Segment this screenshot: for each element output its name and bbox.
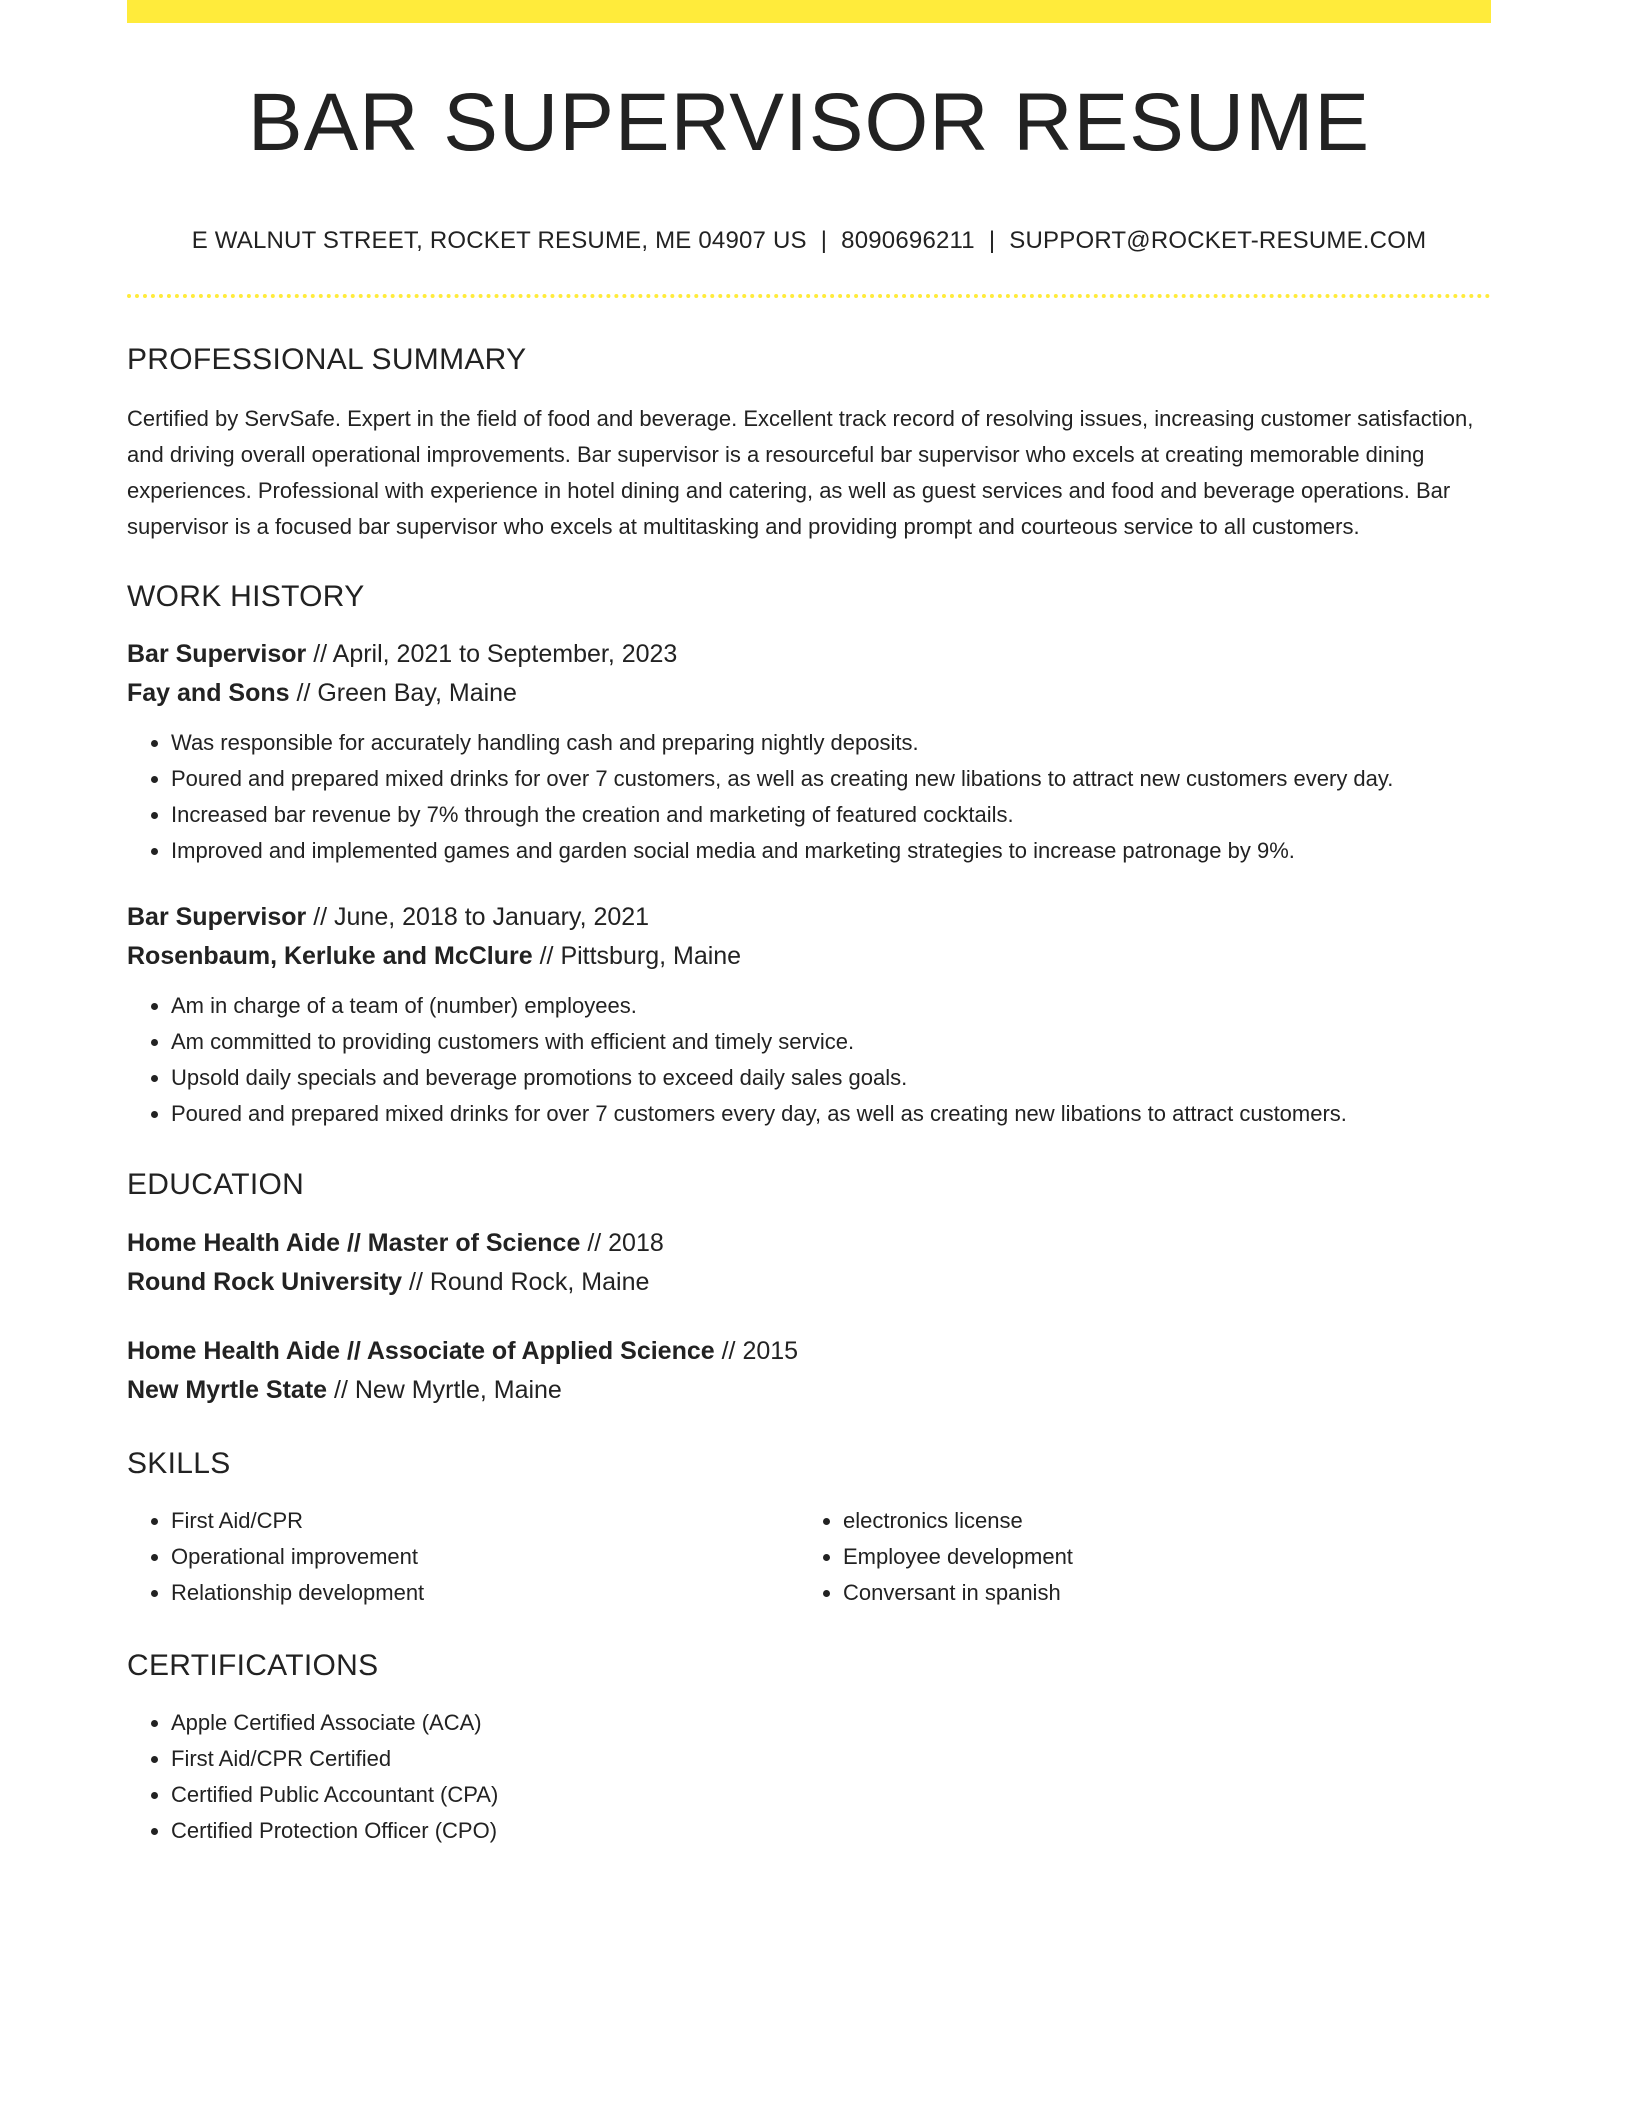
job-employer: Fay and Sons: [127, 679, 290, 707]
job-bullets: [127, 725, 1491, 869]
job-employer: Rosenbaum, Kerluke and McClure: [127, 942, 533, 970]
education-school: New Myrtle State: [127, 1376, 328, 1404]
contact-phone: 8090696211: [841, 227, 975, 254]
header-divider: [127, 294, 1491, 298]
certifications-heading: CERTIFICATIONS: [127, 1649, 379, 1682]
education-year: // 2018: [580, 1229, 664, 1257]
top-accent-bar: [127, 0, 1491, 23]
job-employer-line: [127, 937, 1491, 976]
skill-item: • Operational improvement: [171, 1539, 799, 1575]
education-location: // New Myrtle, Maine: [327, 1376, 562, 1404]
education-entry: [127, 1332, 1491, 1410]
job-title: Bar Supervisor: [127, 640, 307, 668]
job-bullet: • Poured and prepared mixed drinks for over 7 customers every day, as well as creating new libations to attract customers.: [171, 1096, 1491, 1132]
education-degree-line: [127, 1332, 1491, 1371]
skills-column-left: [127, 1503, 799, 1611]
job-bullet: • Was responsible for accurately handling cash and preparing nightly deposits.: [171, 725, 1491, 761]
skill-item: • Employee development: [843, 1539, 1471, 1575]
job-title-line: [127, 635, 1491, 674]
contact-email: SUPPORT@ROCKET-RESUME.COM: [1009, 227, 1427, 254]
job-employer-line: [127, 674, 1491, 713]
contact-separator: |: [820, 227, 828, 254]
education-degree-line: [127, 1224, 1491, 1263]
education-degree: Home Health Aide // Associate of Applied Science: [127, 1337, 715, 1365]
job-title: Bar Supervisor: [127, 903, 307, 931]
education-degree: Home Health Aide // Master of Science: [127, 1229, 581, 1257]
work-history-heading: WORK HISTORY: [127, 580, 365, 613]
skill-item: • Relationship development: [171, 1575, 799, 1611]
summary-text: Certified by ServSafe. Expert in the field of food and beverage. Excellent track record of resolving issues, increasing customer satisfaction, and driving overall operational improvements. Bar supervisor is a resourceful bar supervisor who excels at creating memorable dining experiences. Professional with experience in hotel dining and catering, as well as guest services and food and beverage operations. Bar supervisor is a focused bar supervisor who excels at multitasking and providing prompt and courteous service to all customers.: [127, 406, 1474, 539]
education-school-line: [127, 1371, 1491, 1410]
skills-column-right: [799, 1503, 1471, 1611]
skill-item: • electronics license: [843, 1503, 1471, 1539]
skill-item: • First Aid/CPR: [171, 1503, 799, 1539]
certification-item: • Apple Certified Associate (ACA): [171, 1705, 1491, 1741]
job-title-line: [127, 898, 1491, 937]
education-heading: EDUCATION: [127, 1168, 305, 1201]
job-bullets: [127, 988, 1491, 1132]
certification-item: • Certified Public Accountant (CPA): [171, 1777, 1491, 1813]
contact-separator: |: [988, 227, 996, 254]
job-bullet: • Am committed to providing customers with efficient and timely service.: [171, 1024, 1491, 1060]
skills-grid: [127, 1503, 1491, 1611]
job-location: // Green Bay, Maine: [289, 679, 517, 707]
job-bullet: • Increased bar revenue by 7% through the creation and marketing of featured cocktails.: [171, 797, 1491, 833]
contact-info: [127, 229, 1491, 253]
job-dates: // June, 2018 to January, 2021: [306, 903, 650, 931]
job-bullet: • Poured and prepared mixed drinks for over 7 customers, as well as creating new libations to attract new customers every day.: [171, 761, 1491, 797]
contact-address: E WALNUT STREET, ROCKET RESUME, ME 04907 US: [191, 227, 807, 254]
job-location: // Pittsburg, Maine: [532, 942, 742, 970]
certifications-list: [127, 1705, 1491, 1849]
skills-heading: SKILLS: [127, 1447, 231, 1480]
education-entry: [127, 1224, 1491, 1302]
certification-item: • Certified Protection Officer (CPO): [171, 1813, 1491, 1849]
skill-item: • Conversant in spanish: [843, 1575, 1471, 1611]
job-bullet: • Upsold daily specials and beverage promotions to exceed daily sales goals.: [171, 1060, 1491, 1096]
resume-title: BAR SUPERVISOR RESUME: [247, 77, 1371, 168]
education-year: // 2015: [714, 1337, 799, 1365]
resume-page: [127, 0, 1491, 1849]
job-entry: [127, 635, 1491, 869]
job-entry: [127, 898, 1491, 1132]
education-school-line: [127, 1263, 1491, 1302]
education-school: Round Rock University: [127, 1268, 403, 1296]
certification-item: • First Aid/CPR Certified: [171, 1741, 1491, 1777]
job-dates: // April, 2021 to September, 2023: [306, 640, 678, 668]
job-bullet: • Improved and implemented games and garden social media and marketing strategies to increase patronage by 9%.: [171, 833, 1491, 869]
education-location: // Round Rock, Maine: [402, 1268, 650, 1296]
job-bullet: • Am in charge of a team of (number) employees.: [171, 988, 1491, 1024]
summary-heading: PROFESSIONAL SUMMARY: [127, 343, 527, 376]
